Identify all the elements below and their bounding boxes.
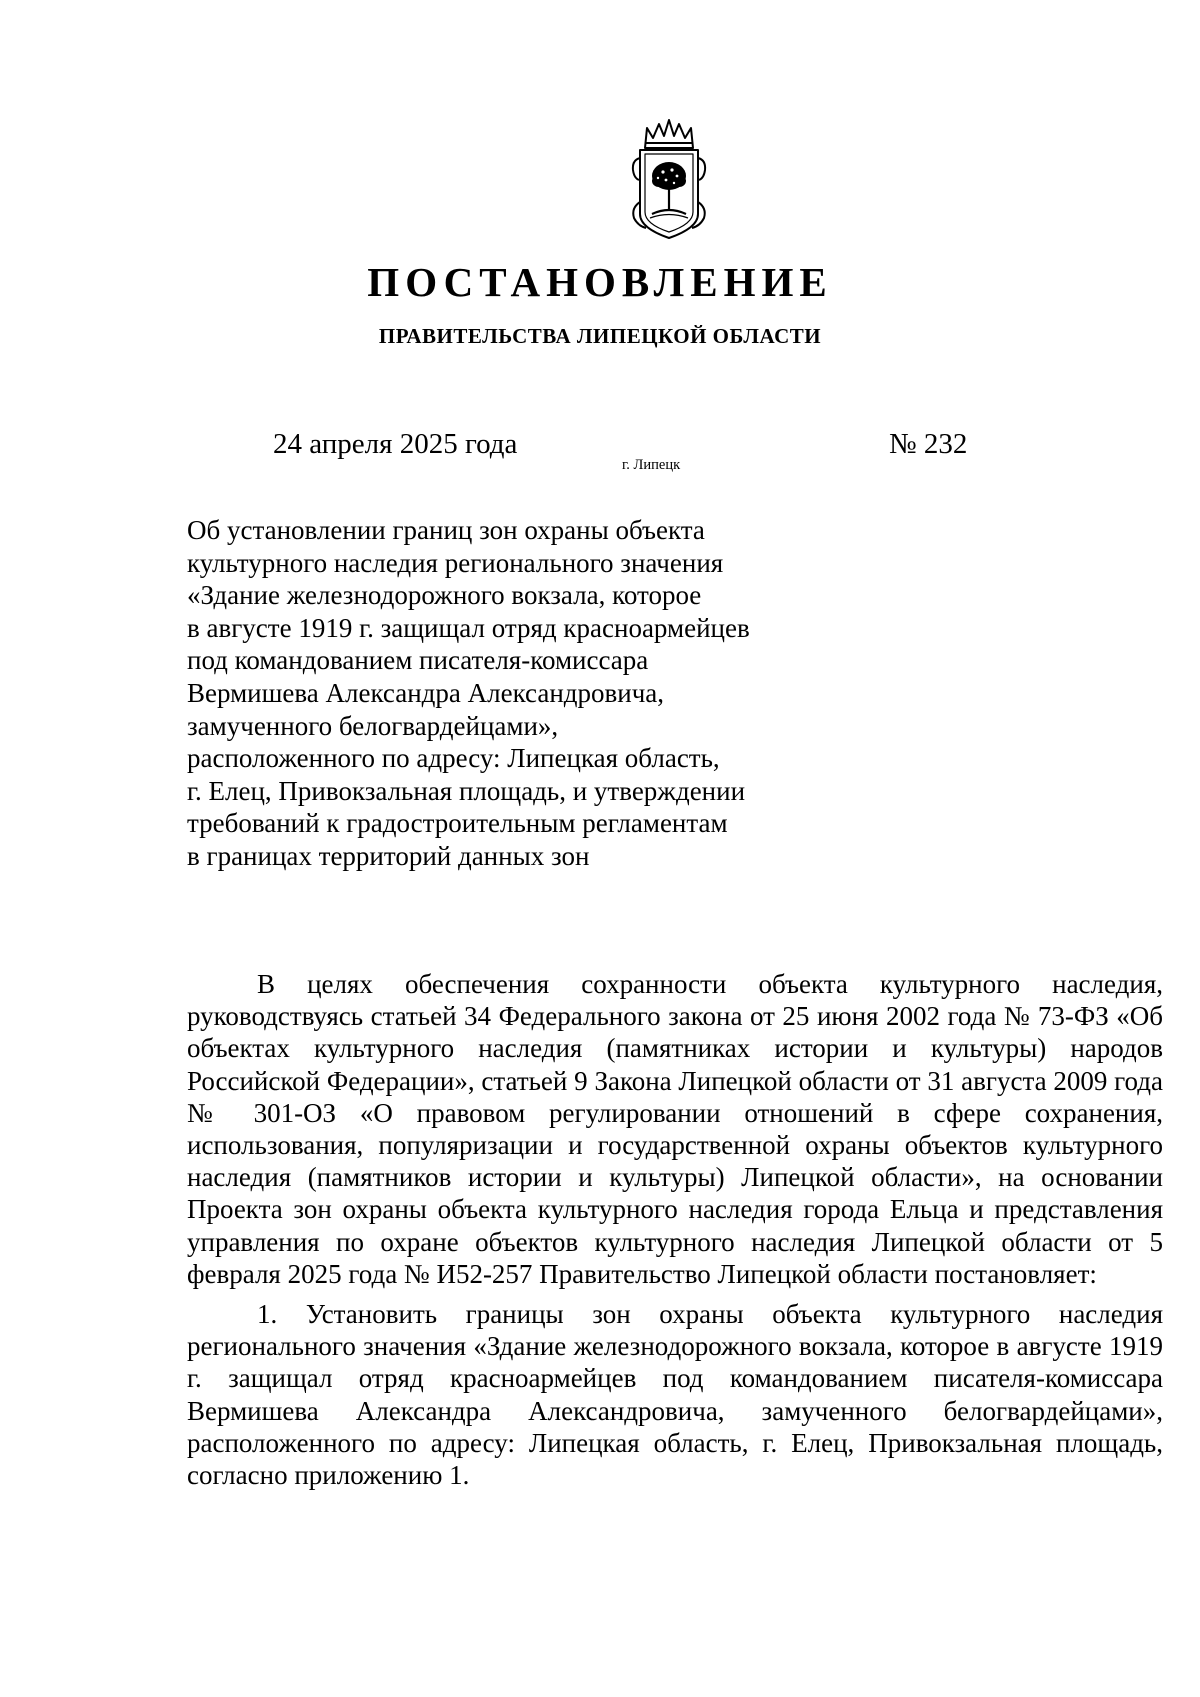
document-title: ПОСТАНОВЛЕНИЕ (367, 259, 833, 305)
document-number: № 232 (889, 428, 968, 460)
subject-line: в августе 1919 г. защищал отряд красноармейцев (187, 612, 750, 643)
subject-line: замученного белогвардейцами», (187, 710, 559, 741)
document-body (187, 968, 1163, 1491)
subject-line: «Здание железнодорожного вокзала, которое (187, 580, 702, 611)
coat-of-arms-icon (628, 118, 710, 242)
document-issuer: ПРАВИТЕЛЬСТВА ЛИПЕЦКОЙ ОБЛАСТИ (378, 324, 822, 348)
body-paragraph: В целях обеспечения сохранности объекта культурного наследия, руководствуясь статьей 34 Федерального закона от 25 июня 2002 года № 73-ФЗ «Об объектах культурного наследия (памятниках истории и культуры) народов Российской Федерации», статьей 9 Закона Липецкой области от 31 августа 2009 года № 301-ОЗ «О правовом регулировании отношений в сфере сохранения, использования, популяризации и государственной охраны объектов культурного наследия (памятников истории и культуры) Липецкой области», на основании Проекта зон охраны объекта культурного наследия города Ельца и представления управления по охране объектов культурного наследия Липецкой области от 5 февраля 2025 года № И52-257 Правительство Липецкой области постановляет: (187, 969, 1163, 1289)
subject-line: Об установлении границ зон охраны объекта (187, 515, 705, 545)
subject-line: культурного наследия регионального значения (187, 547, 724, 578)
document-subject (187, 514, 807, 873)
document-city: г. Липецк (622, 457, 681, 473)
subject-line: требований к градостроительным регламентам (187, 808, 728, 839)
subject-line: г. Елец, Привокзальная площадь, и утверждении (187, 775, 746, 806)
document-date: 24 апреля 2025 года (273, 428, 518, 460)
subject-line: в границах территорий данных зон (187, 840, 590, 871)
subject-line: Вермишева Александра Александровича, (187, 677, 665, 708)
body-paragraph: 1. Установить границы зон охраны объекта культурного наследия регионального значения «Здание железнодорожного вокзала, которое в августе 1919 г. защищал отряд красноармейцев под командованием писателя-комиссара Вермишева Александра Александровича, замученного белогвардейцами», расположенного по адресу: Липецкая область, г. Елец, Привокзальная площадь, согласно приложению 1. (187, 1299, 1163, 1491)
subject-line: под командованием писателя-комиссара (187, 645, 649, 676)
subject-line: расположенного по адресу: Липецкая область, (187, 743, 720, 774)
